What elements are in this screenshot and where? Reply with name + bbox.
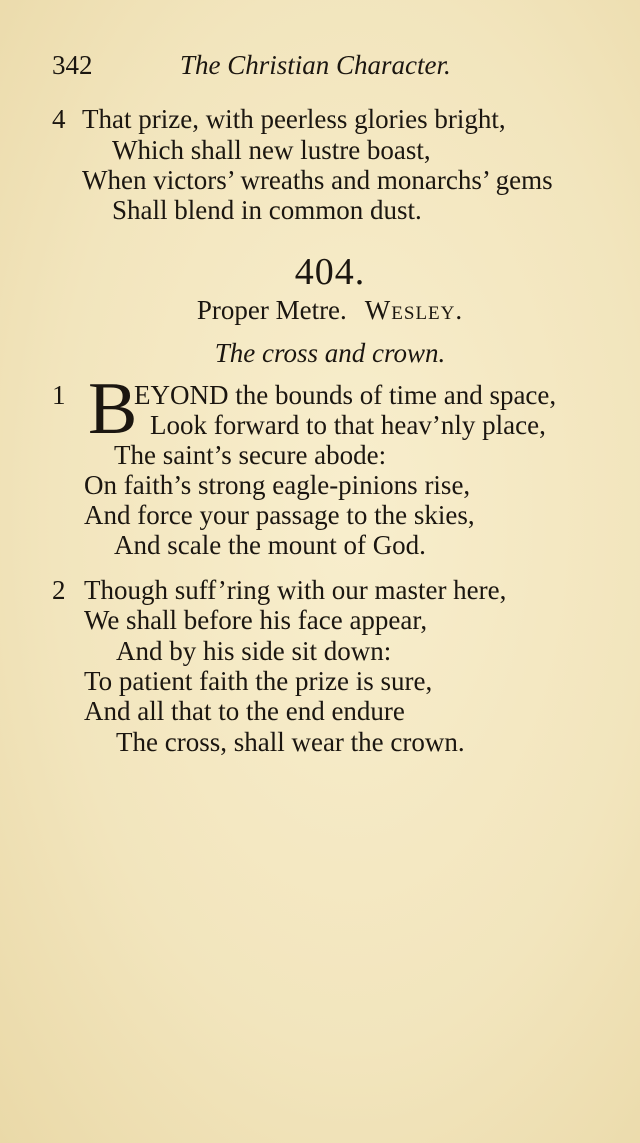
- running-head: The Christian Character.: [180, 50, 451, 80]
- page-header: [52, 50, 612, 90]
- stanza-number: 1: [52, 380, 66, 410]
- verse-line: And scale the mount of God.: [114, 530, 426, 560]
- verse-line: EYOND the bounds of time and space,: [134, 380, 557, 410]
- verse-line: Though suff’ring with our master here,: [84, 575, 507, 605]
- hymn-metre: Proper Metre.: [196, 295, 347, 325]
- verse-line: The cross, shall wear the crown.: [116, 727, 465, 757]
- hymn-number: 404.: [294, 251, 366, 293]
- hymn-subtitle: The cross and crown.: [214, 338, 446, 368]
- verse-line: When victors’ wreaths and monarchs’ gems: [82, 165, 553, 195]
- verse-line: And by his side sit down:: [116, 636, 392, 666]
- verse-line: That prize, with peerless glories bright,: [82, 104, 506, 134]
- verse-line: And all that to the end endure: [84, 696, 405, 726]
- verse-line: On faith’s strong eagle-pinions rise,: [84, 470, 471, 500]
- hymn-author: Wesley.: [364, 295, 464, 325]
- verse-line: The saint’s secure abode:: [114, 440, 387, 470]
- drop-cap: B: [88, 368, 138, 450]
- hymn-meta: [0, 295, 640, 326]
- verse-line: Shall blend in common dust.: [112, 195, 422, 225]
- stanza-number: 4: [52, 104, 66, 134]
- verse-line: Which shall new lustre boast,: [112, 135, 431, 165]
- verse-line: We shall before his face appear,: [84, 605, 428, 635]
- verse-line: To patient faith the prize is sure,: [84, 666, 433, 696]
- verse-line: And force your passage to the skies,: [84, 500, 475, 530]
- stanza-number: 2: [52, 575, 66, 605]
- page-number: 342: [52, 50, 93, 80]
- verse-line: Look forward to that heav’nly place,: [150, 410, 546, 440]
